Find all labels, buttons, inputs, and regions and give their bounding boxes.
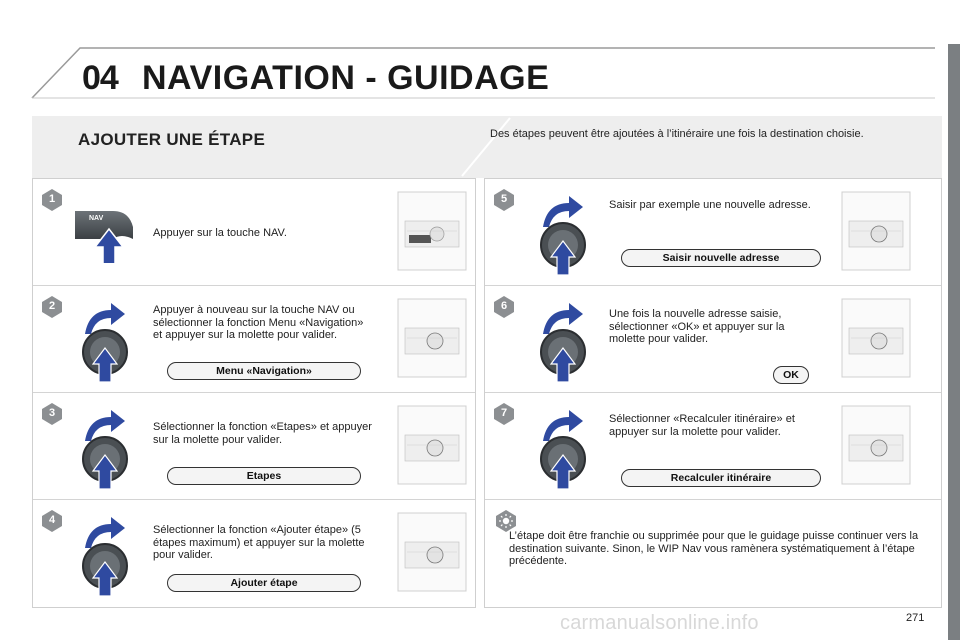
menu-navigation-button[interactable]: Menu «Navigation»	[167, 362, 361, 380]
chapter-number: 04	[82, 59, 118, 97]
step-text: Sélectionner la fonction «Etapes» et appuyer sur la molette pour valider.	[153, 421, 372, 446]
step-6	[485, 286, 941, 393]
nav-key-icon	[73, 203, 145, 263]
step-text: Appuyer sur la touche NAV.	[153, 227, 287, 239]
step-text: Appuyer à nouveau sur la touche NAV ou sélectionner la fonction Menu «Navigation» et appuyer sur la molette pour valider.	[153, 304, 364, 341]
intro-text: Des étapes peuvent être ajoutées à l’itinéraire une fois la destination choisie.	[490, 128, 864, 140]
intro-band	[32, 116, 942, 178]
step-number: 2	[48, 300, 56, 312]
tip-box	[485, 500, 941, 607]
recalculer-itineraire-button[interactable]: Recalculer itinéraire	[621, 469, 821, 487]
watermark: carmanualsonline.info	[560, 612, 759, 634]
radio-panel-icon	[841, 191, 911, 271]
rotary-knob-icon	[529, 407, 601, 489]
step-text: Saisir par exemple une nouvelle adresse.	[609, 199, 811, 211]
ok-button[interactable]: OK	[773, 366, 809, 384]
intro-divider	[452, 116, 512, 178]
rotary-knob-icon	[529, 193, 601, 275]
rotary-knob-icon	[71, 300, 143, 382]
chapter-header	[30, 44, 940, 100]
radio-panel-icon	[397, 405, 467, 485]
radio-panel-icon	[841, 298, 911, 378]
left-steps-panel	[32, 178, 476, 608]
lightbulb-icon	[495, 510, 517, 532]
rotary-knob-icon	[529, 300, 601, 382]
page-title: NAVIGATION - GUIDAGE	[142, 59, 550, 97]
step-7	[485, 393, 941, 500]
step-3	[33, 393, 475, 500]
step-number: 4	[48, 514, 56, 526]
step-number: 1	[48, 193, 56, 205]
step-text: Sélectionner «Recalculer itinéraire» et appuyer sur la molette pour valider.	[609, 413, 795, 438]
rotary-knob-icon	[71, 407, 143, 489]
step-4	[33, 500, 475, 607]
tip-text: L’étape doit être franchie ou supprimée pour que le guidage puisse continuer vers la destination suivante. Sinon, le WIP Nav vous ramènera systématiquement à l’étape précédente.	[509, 530, 919, 567]
radio-panel-icon	[397, 191, 467, 271]
step-text: Sélectionner la fonction «Ajouter étape» (5 étapes maximum) et appuyer sur la molette pour valider.	[153, 524, 365, 561]
step-1	[33, 179, 475, 286]
side-strip	[948, 44, 960, 640]
saisir-nouvelle-adresse-button[interactable]: Saisir nouvelle adresse	[621, 249, 821, 267]
page-number: 271	[906, 612, 925, 624]
section-title: AJOUTER UNE ÉTAPE	[78, 130, 266, 149]
step-2	[33, 286, 475, 393]
radio-panel-icon	[841, 405, 911, 485]
step-number: 3	[48, 407, 56, 419]
step-text: Une fois la nouvelle adresse saisie, sélectionner «OK» et appuyer sur la molette pour valider.	[609, 308, 785, 345]
step-5	[485, 179, 941, 286]
etapes-button[interactable]: Etapes	[167, 467, 361, 485]
step-number: 6	[500, 300, 508, 312]
step-number: 7	[500, 407, 508, 419]
radio-panel-icon	[397, 512, 467, 592]
right-steps-panel	[484, 178, 942, 608]
rotary-knob-icon	[71, 514, 143, 596]
nav-key-label: NAV	[89, 215, 104, 222]
step-number: 5	[500, 193, 508, 205]
ajouter-etape-button[interactable]: Ajouter étape	[167, 574, 361, 592]
radio-panel-icon	[397, 298, 467, 378]
